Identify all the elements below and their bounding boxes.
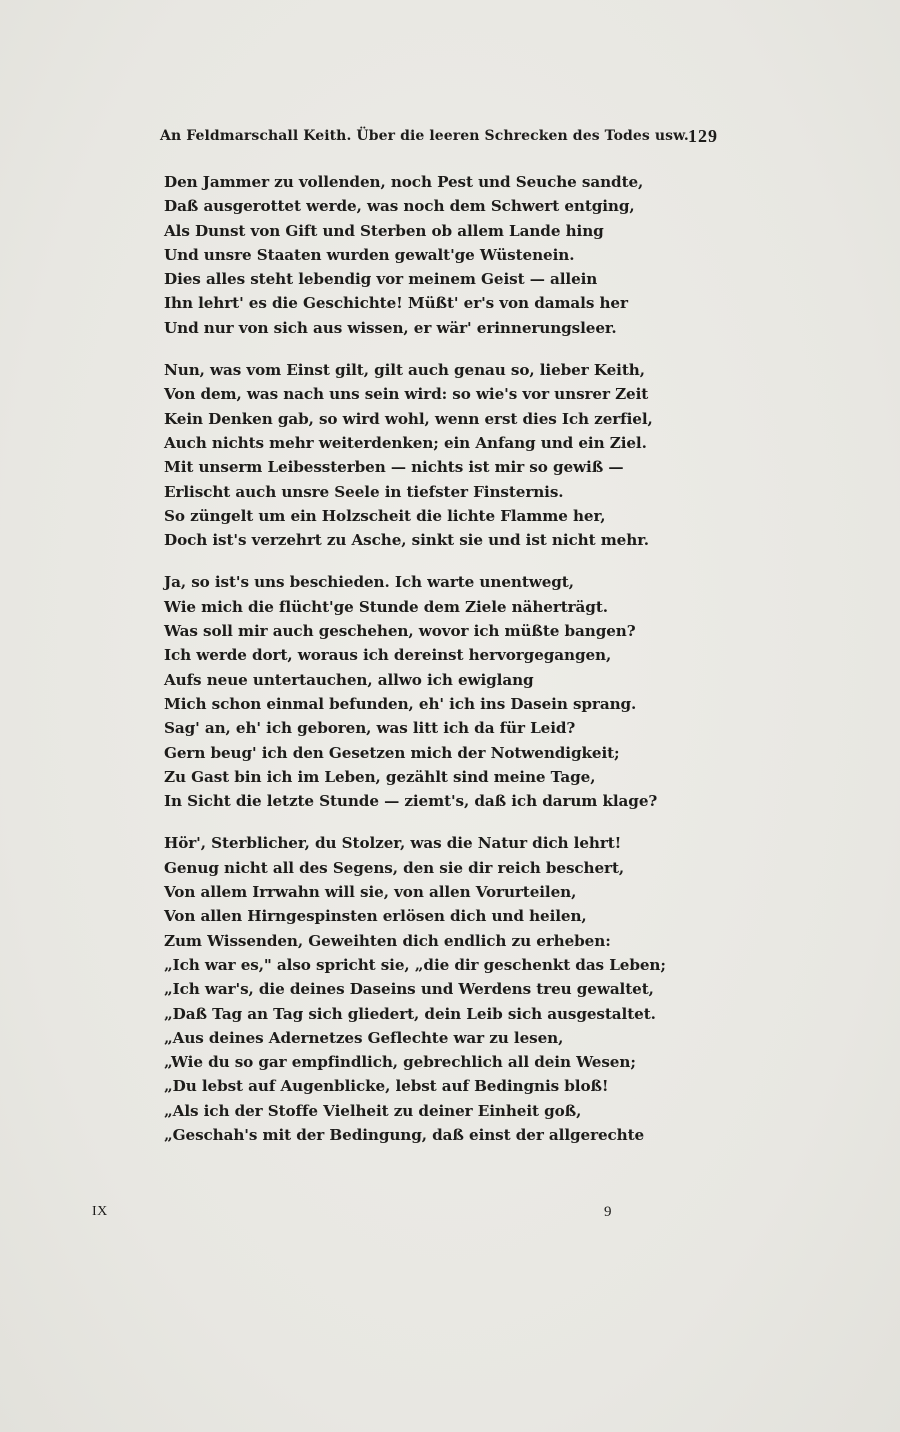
- printer-signature-mark: IX: [92, 1204, 108, 1219]
- verse-line: Wie mich die flücht'ge Stunde dem Ziele näherträgt.: [164, 597, 608, 616]
- stanza: [164, 170, 684, 340]
- verse-line: In Sicht die letzte Stunde — ziemt's, daß ich darum klage?: [164, 792, 658, 811]
- verse-line: Mit unserm Leibessterben — nichts ist mir so gewiß —: [164, 458, 624, 477]
- verse-line: So züngelt um ein Holzscheit die lichte Flamme her,: [164, 506, 606, 525]
- verse-line: Den Jammer zu vollenden, noch Pest und Seuche sandte,: [164, 173, 644, 191]
- verse-line: Ja, so ist's uns beschieden. Ich warte unentwegt,: [164, 573, 574, 592]
- verse-line: „Ich war's, die deines Daseins und Werdens treu gewaltet,: [164, 980, 654, 999]
- verse-line: Ihn lehrt' es die Geschichte! Müßt' er's von damals her: [164, 294, 628, 313]
- verse-line: Doch ist's verzehrt zu Asche, sinkt sie und ist nicht mehr.: [164, 531, 649, 550]
- verse-line: Ich werde dort, woraus ich dereinst hervorgegangen,: [164, 646, 612, 665]
- verse-line: „Geschah's mit der Bedingung, daß einst der allgerechte: [164, 1125, 645, 1144]
- verse-line: Sag' an, eh' ich geboren, was litt ich da für Leid?: [164, 719, 576, 738]
- verse-line: Nun, was vom Einst gilt, gilt auch genau so, lieber Keith,: [164, 361, 645, 380]
- verse-line: Von allen Hirngespinsten erlösen dich und heilen,: [164, 907, 587, 926]
- sheet-number: 9: [604, 1204, 612, 1220]
- verse-line: Was soll mir auch geschehen, wovor ich müßte bangen?: [164, 622, 636, 641]
- verse-line: Hör', Sterblicher, du Stolzer, was die Natur dich lehrt!: [164, 834, 622, 853]
- verse-line: Gern beug' ich den Gesetzen mich der Notwendigkeit;: [164, 743, 620, 762]
- verse-line: Von allem Irrwahn will sie, von allen Vorurteilen,: [164, 883, 577, 902]
- verse-line: Zu Gast bin ich im Leben, gezählt sind meine Tage,: [164, 767, 596, 786]
- stanza: [164, 831, 684, 1147]
- poem-text: [164, 170, 684, 1165]
- page-number: 129: [688, 126, 718, 146]
- verse-line: „Wie du so gar empfindlich, gebrechlich all dein Wesen;: [164, 1053, 636, 1072]
- running-title: An Feldmarschall Keith. Über die leeren Schrecken des Todes usw.: [160, 128, 689, 144]
- verse-line: Dies alles steht lebendig vor meinem Geist — allein: [164, 270, 598, 289]
- stanza: [164, 358, 684, 552]
- verse-line: Als Dunst von Gift und Sterben ob allem Lande hing: [164, 221, 604, 240]
- verse-line: Erlischt auch unsre Seele in tiefster Finsternis.: [164, 482, 564, 501]
- verse-line: „Ich war es," also spricht sie, „die dir geschenkt das Leben;: [164, 955, 666, 974]
- verse-line: Genug nicht all des Segens, den sie dir reich beschert,: [164, 858, 625, 877]
- verse-line: Und nur von sich aus wissen, er wär' erinnerungsleer.: [164, 318, 617, 337]
- verse-line: Mich schon einmal befunden, eh' ich ins Dasein sprang.: [164, 694, 637, 713]
- verse-line: Zum Wissenden, Geweihten dich endlich zu erheben:: [164, 931, 611, 950]
- verse-line: Kein Denken gab, so wird wohl, wenn erst dies Ich zerfiel,: [164, 409, 653, 428]
- verse-line: Von dem, was nach uns sein wird: so wie's vor unsrer Zeit: [164, 385, 649, 404]
- verse-line: Und unsre Staaten wurden gewalt'ge Wüstenein.: [164, 245, 575, 264]
- verse-line: Auch nichts mehr weiterdenken; ein Anfang und ein Ziel.: [164, 433, 647, 452]
- verse-line: „Du lebst auf Augenblicke, lebst auf Bedingnis bloß!: [164, 1077, 609, 1096]
- verse-line: Aufs neue untertauchen, allwo ich ewiglang: [164, 670, 534, 689]
- verse-line: Daß ausgerottet werde, was noch dem Schwert entging,: [164, 197, 635, 216]
- verse-line: „Aus deines Adernetzes Geflechte war zu lesen,: [164, 1028, 564, 1047]
- verse-line: „Als ich der Stoffe Vielheit zu deiner Einheit goß,: [164, 1101, 582, 1120]
- verse-line: „Daß Tag an Tag sich gliedert, dein Leib sich ausgestaltet.: [164, 1004, 656, 1023]
- stanza: [164, 570, 684, 813]
